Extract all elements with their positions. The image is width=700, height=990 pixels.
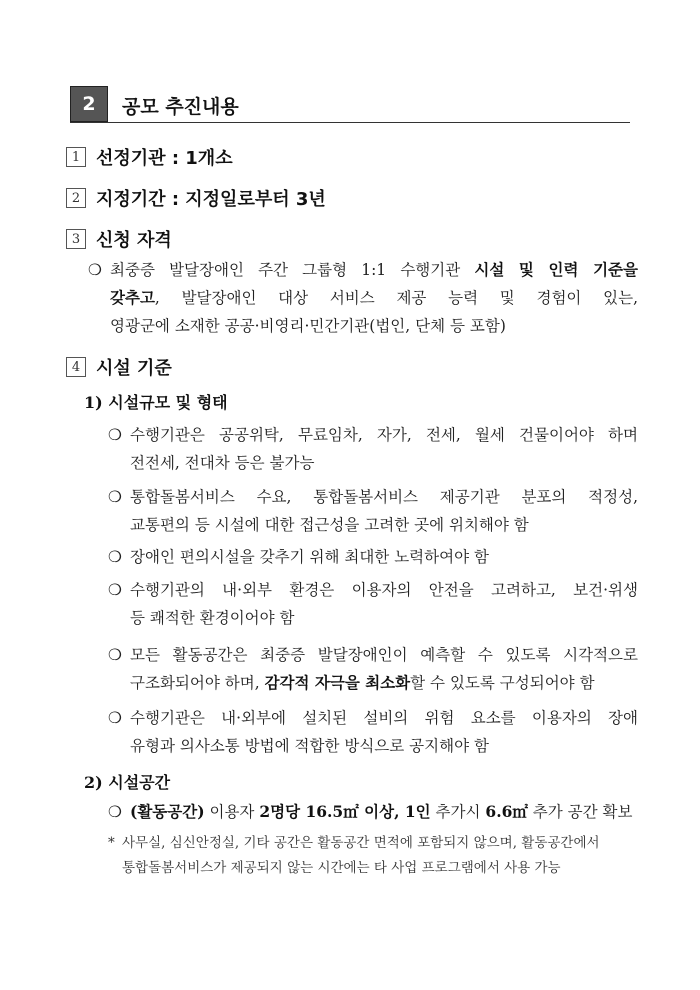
bullet-icon: ❍ bbox=[108, 646, 122, 664]
list-item bbox=[108, 576, 638, 632]
text: 수행기관의 내·외부 환경은 이용자의 안전을 고려하고, 보건·위생 bbox=[130, 581, 638, 599]
item-text: 신청 자격 bbox=[96, 230, 172, 251]
item-text: 지정기간 : 지정일로부터 3년 bbox=[96, 189, 326, 210]
section-title: 공모 추진내용 bbox=[122, 96, 239, 118]
text: 추가 공간 확보 bbox=[527, 803, 633, 821]
text: 할 수 있도록 구성되어야 함 bbox=[410, 674, 595, 692]
text: 영광군에 소재한 공공·비영리·민간기관(법인, 단체 등 포함) bbox=[110, 317, 506, 335]
bullet-icon: ❍ bbox=[108, 548, 122, 566]
item-qualification bbox=[66, 226, 172, 252]
bold-text: 감각적 자극을 최소화 bbox=[264, 673, 411, 692]
text: 장애인 편의시설을 갖추기 위해 최대한 노력하여야 함 bbox=[130, 548, 489, 566]
bold-text: 6.6㎡ bbox=[485, 802, 528, 821]
asterisk-icon: * bbox=[108, 835, 115, 851]
bullet-icon: ❍ bbox=[88, 261, 102, 279]
list-item bbox=[108, 704, 638, 760]
bullet-icon: ❍ bbox=[108, 709, 122, 727]
box-number: 2 bbox=[66, 188, 86, 208]
text: 유형과 의사소통 방법에 적합한 방식으로 공지해야 함 bbox=[130, 737, 489, 755]
bold-text: 갖추고 bbox=[110, 288, 155, 307]
text: 최중증 발달장애인 주간 그룹형 1:1 수행기관 bbox=[110, 261, 475, 279]
bullet-icon: ❍ bbox=[108, 426, 122, 444]
text: 수행기관은 내·외부에 설치된 설비의 위험 요소를 이용자의 장애 bbox=[130, 709, 638, 727]
text: 수행기관은 공공위탁, 무료임차, 자가, 전세, 월세 건물이어야 하며 bbox=[130, 426, 638, 444]
text: 이용자 bbox=[204, 803, 260, 821]
item-text: 시설 기준 bbox=[96, 358, 172, 379]
bold-text: (활동공간) bbox=[130, 802, 205, 821]
text: 모든 활동공간은 최중증 발달장애인이 예측할 수 있도록 시각적으로 bbox=[130, 646, 638, 664]
section-number: 2 bbox=[70, 86, 108, 122]
bullet-icon: ❍ bbox=[108, 581, 122, 599]
box-number: 1 bbox=[66, 147, 86, 167]
text: 사무실, 심신안정실, 기타 공간은 활동공간 면적에 포함되지 않으며, 활동공간에서 bbox=[122, 835, 600, 851]
list-item bbox=[108, 483, 638, 539]
box-number: 4 bbox=[66, 357, 86, 377]
list-item bbox=[108, 641, 638, 697]
bold-text: 2명당 16.5㎡ 이상, 1인 bbox=[259, 802, 431, 821]
text: 구조화되어야 하며, bbox=[130, 674, 265, 692]
text: 전전세, 전대차 등은 불가능 bbox=[130, 454, 315, 472]
list-item bbox=[108, 421, 638, 477]
footnote bbox=[108, 831, 636, 881]
item-facility bbox=[66, 354, 172, 380]
item-period bbox=[66, 185, 326, 211]
section-header bbox=[70, 86, 630, 123]
subsection-size: 1) 시설규모 및 형태 bbox=[84, 393, 228, 412]
text: 교통편의 등 시설에 대한 접근성을 고려한 곳에 위치해야 함 bbox=[130, 516, 529, 534]
list-item bbox=[108, 543, 638, 571]
item-selection bbox=[66, 144, 233, 170]
bold-text: 시설 및 인력 기준을 bbox=[474, 260, 638, 279]
bullet-icon: ❍ bbox=[108, 803, 122, 821]
subsection-space: 2) 시설공간 bbox=[84, 773, 171, 792]
qualification-bullet bbox=[88, 256, 638, 340]
text: 통합돌봄서비스가 제공되지 않는 시간에는 타 사업 프로그램에서 사용 가능 bbox=[122, 860, 561, 876]
text: 통합돌봄서비스 수요, 통합돌봄서비스 제공기관 분포의 적정성, bbox=[130, 488, 638, 506]
text: , 발달장애인 대상 서비스 제공 능력 및 경험이 있는, bbox=[154, 289, 638, 307]
box-number: 3 bbox=[66, 229, 86, 249]
list-item bbox=[108, 798, 648, 826]
item-text: 선정기관 : 1개소 bbox=[96, 148, 233, 169]
text: 등 쾌적한 환경이어야 함 bbox=[130, 609, 295, 627]
bullet-icon: ❍ bbox=[108, 488, 122, 506]
text: 추가시 bbox=[430, 803, 486, 821]
